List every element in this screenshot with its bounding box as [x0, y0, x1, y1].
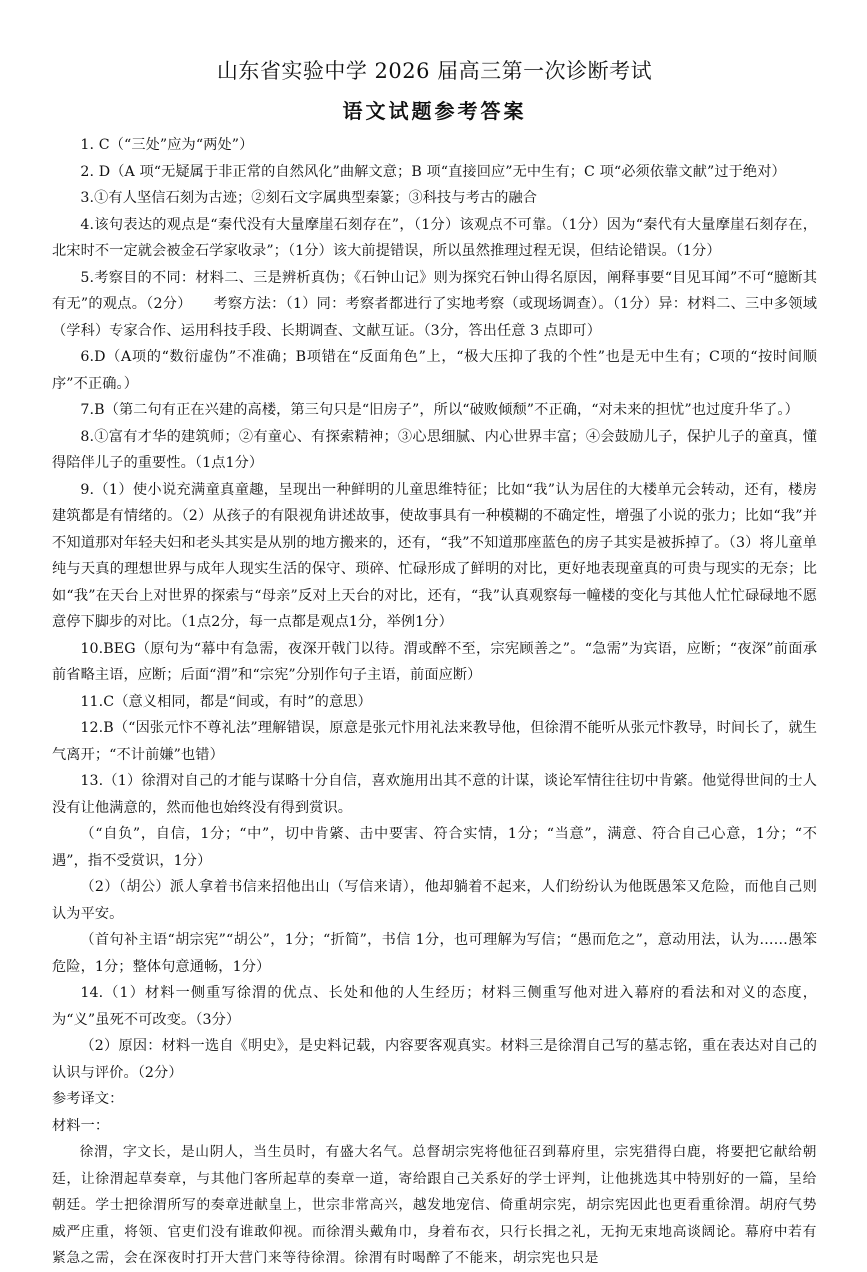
answer-2: 2. D（A 项“无疑属于非正常的自然风化”曲解文意；B 项“直接回应”无中生有；C 项“必须依靠文献”过于绝对） [80, 163, 786, 180]
answer-5: 5.考察目的不同：材料二、三是辨析真伪；《石钟山记》则为探究石钟山得名原因，阐释事要“目见耳闻”不可“臆断其有无”的观点。（2分） 考察方法：（1）同：考察者都进行了实地考察（或现场调查）。（1分）异：材料二、三中多领域（学科）专家合作、运用科技手段、长期调查、文献互证。（3分，答出任意 3 点即可） [52, 269, 817, 339]
answer-6: 6.D（A项的“数衍虚伪”不准确；B项错在“反面角色”上，“极大压抑了我的个性”也是无中生有；C项的“按时间顺序”不正确。） [52, 349, 817, 392]
answer-list [52, 132, 817, 1086]
answer-9: 9.（1）使小说充满童真童趣，呈现出一种鲜明的儿童思维特征；比如“我”认为居住的大楼单元会转动，还有，楼房建筑都是有情绪的。（2）从孩子的有限视角讲述故事，使故事具有一种模糊的不确定性，增强了小说的张力；比如“我”并不知道那对年轻夫妇和老头其实是从别的地方搬来的，还有，“我”不知道那座蓝色的房子其实是被拆掉了。（3）将儿童单纯与天真的理想世界与成年人现实生活的保守、琐碎、忙碌形成了鲜明的对比，更好地表现童真的可贵与现实的无奈；比如“我”在天台上对世界的探索与“母亲”反对上天台的对比，还有，“我”认真观察每一幢楼的变化与其他人忙忙碌碌地不愿意停下脚步的对比。（1点2分，每一点都是观点1分，举例1分） [52, 481, 817, 630]
answer-12: 12.B（“因张元忭不尊礼法”理解错误，原意是张元忭用礼法来教导他，但徐渭不能听从张元忭教导，时间长了，就生气离开；“不计前嫌”也错） [52, 720, 817, 763]
answer-13-2-scoring: （首句补主语“胡宗宪”“胡公”，1分；“折简”，书信 1分，也可理解为写信；“愚而危之”，意动用法，认为……愚笨危险，1分；整体句意通畅，1分） [52, 932, 817, 975]
answer-13-1-scoring: （“自负”，自信，1分；“中”，切中肯綮、击中要害、符合实情，1分；“当意”，满意、符合自己心意，1分；“不遇”，指不受赏识，1分） [52, 826, 817, 869]
material-one-heading: 材料一： [52, 1117, 110, 1134]
answer-1: 1. C（“三处”应为“两处”） [80, 137, 254, 153]
answer-11: 11.C（意义相同，都是“间或，有时”的意思） [80, 693, 372, 710]
answer-13-1: 13.（1）徐渭对自己的才能与谋略十分自信，喜欢施用出其不意的计谋，谈论军情往往切中肯綮。他觉得世间的士人没有让他满意的，然而他也始终没有得到赏识。 [52, 773, 817, 816]
answer-7: 7.B（第二句有正在兴建的高楼，第三句只是“旧房子”，所以“破败倾颓”不正确，“对未来的担忧”也过度升华了。） [80, 402, 799, 418]
answer-10: 10.BEG（原句为“幕中有急需，夜深开戟门以待。渭或醉不至，宗宪顾善之”。“急需”为宾语，应断；“夜深”前面承前省略主语，应断；后面“渭”和“宗宪”分别作句子主语，前面应断） [52, 640, 817, 683]
translation-text: 徐渭，字文长，是山阴人，当生员时，有盛大名气。总督胡宗宪将他征召到幕府里，宗宪猎得白鹿，将要把它献给朝廷，让徐渭起草奏章，与其他门客所起草的奏章一道，寄给跟自己关系好的学士评判，让他挑选其中特别好的一篇，呈给朝廷。学士把徐渭所写的奏章进献皇上，世宗非常高兴，越发地宠信、倚重胡宗宪，胡宗宪因此也更看重徐渭。胡府气势威严庄重，将领、官吏们没有谁敢仰视。而徐渭头戴角巾，身着布衣，只行长揖之礼，无拘无束地高谈阔论。幕府中若有紧急之需，会在深夜时打开大营门来等待徐渭。徐渭有时喝醉了不能来，胡宗宪也只是 [52, 1144, 817, 1266]
exam-title: 山东省实验中学 2026 届高三第一次诊断考试 [216, 59, 653, 83]
answer-key-title: 语文试题参考答案 [342, 99, 527, 123]
answer-3: 3.①有人坚信石刻为古迹；②刻石文字属典型秦篆；③科技与考古的融合 [80, 190, 538, 206]
answer-14-2: （2）原因：材料一选自《明史》，是史料记载，内容要客观真实。材料三是徐渭自己写的墓志铭，重在表达对自己的认识与评价。（2分） [52, 1038, 817, 1081]
answer-14-1: 14.（1）材料一侧重写徐渭的优点、长处和他的人生经历；材料三侧重写他对进入幕府的看法和对义的态度，为“义”虽死不可改变。（3分） [52, 985, 817, 1028]
answer-8: 8.①富有才华的建筑师；②有童心、有探索精神；③心思细腻、内心世界丰富；④会鼓励儿子，保护儿子的童真，懂得陪伴儿子的重要性。（1点1分） [52, 428, 817, 471]
answer-13-2: （2）（胡公）派人拿着书信来招他出山（写信来请），他却躺着不起来，人们纷纷认为他既愚笨又危险，而他自己则认为平安。 [52, 879, 817, 922]
answer-4: 4.该句表达的观点是“秦代没有大量摩崖石刻存在”，（1分）该观点不可靠。（1分）因为“秦代有大量摩崖石刻存在，北宋时不一定就会被金石学家收录”；（1分）该大前提错误，所以虽然推理过程无误，但结论错误。（1分） [52, 216, 817, 259]
reference-translation-heading: 参考译文： [52, 1091, 124, 1107]
